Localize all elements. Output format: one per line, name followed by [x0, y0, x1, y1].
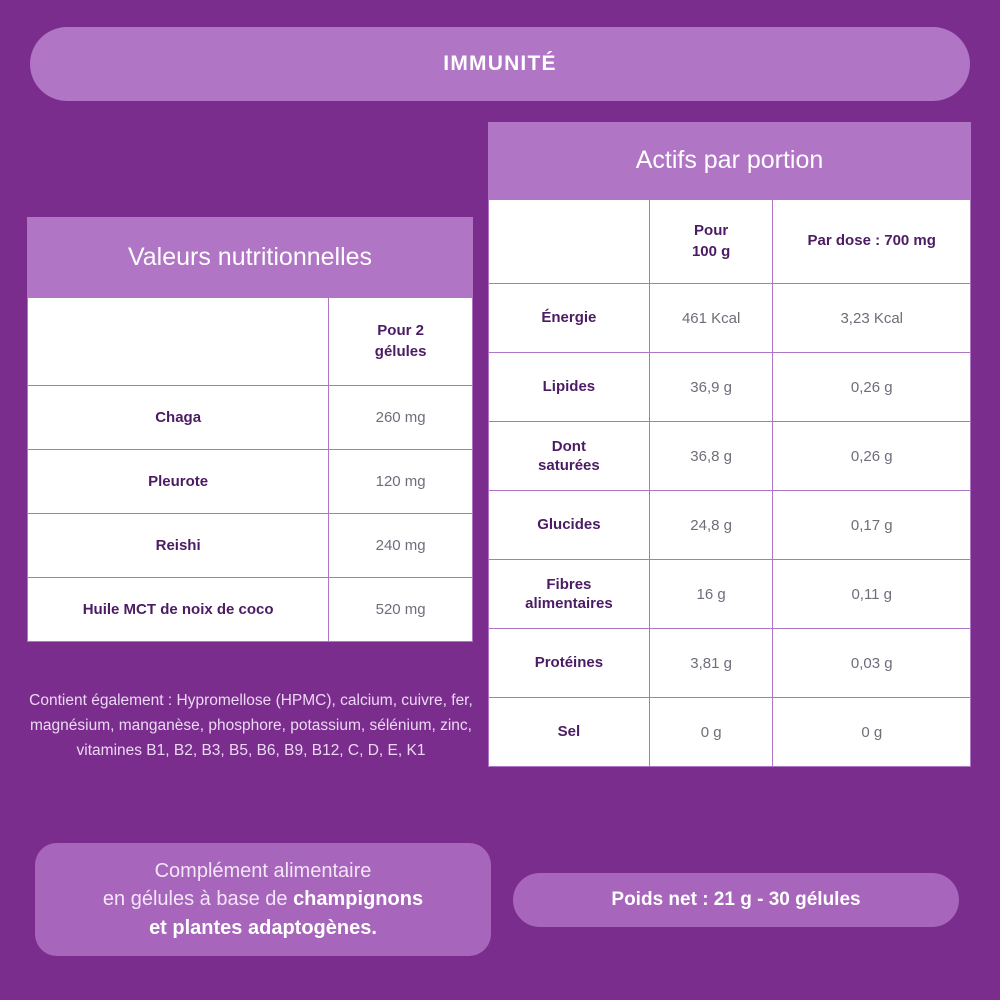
nutrition-values-card: [27, 217, 473, 642]
actifs-row-1-v2: 0,26 g: [773, 353, 971, 422]
ingredients-note: Contient également : Hypromellose (HPMC), calcium, cuivre, fer, magnésium, manganèse, phosphore, potassium, sélénium, zinc, vitamines B1, B2, B3, B5, B6, B9, B12, C, D, E, K1: [29, 692, 473, 760]
table-row: [28, 578, 473, 642]
supplement-line3-end: .: [371, 916, 377, 939]
page-title: IMMUNITÉ: [443, 52, 557, 75]
actifs-row-2-label-line2: saturées: [538, 457, 600, 474]
table-row: [489, 353, 971, 422]
nutrition-row-1-value: 120 mg: [329, 450, 473, 514]
actifs-row-0-v1: 461 Kcal: [649, 284, 773, 353]
actifs-row-5-label: Protéines: [489, 629, 650, 698]
actifs-col-per100g-line1: Pour: [694, 222, 729, 240]
actifs-row-4-label-line2: alimentaires: [525, 595, 613, 612]
nutrition-row-0-label: Chaga: [28, 386, 329, 450]
supplement-line3-bold: et plantes adaptogènes: [149, 916, 372, 939]
table-row: [489, 629, 971, 698]
actifs-col-per100g-line2: 100 g: [691, 242, 731, 260]
table-row: [489, 698, 971, 767]
table-header-row: [28, 298, 473, 386]
nutrition-row-2-value: 240 mg: [329, 514, 473, 578]
supplement-line1: Complément alimentaire: [154, 859, 372, 882]
actifs-row-3-v1: 24,8 g: [649, 491, 773, 560]
supplement-line2-plain: en gélules à base de: [102, 888, 294, 911]
nutrition-values-heading: Valeurs nutritionnelles: [27, 217, 473, 297]
actifs-row-6-label: Sel: [489, 698, 650, 767]
table-row: [28, 514, 473, 578]
actifs-col-empty: [489, 200, 650, 284]
table-row: [489, 491, 971, 560]
actifs-row-4-label: [489, 560, 650, 629]
actifs-row-1-v1: 36,9 g: [649, 353, 773, 422]
actifs-row-2-v1: 36,8 g: [649, 422, 773, 491]
actifs-row-6-v1: 0 g: [649, 698, 773, 767]
nutrition-row-0-value: 260 mg: [329, 386, 473, 450]
actifs-row-0-label: Énergie: [489, 284, 650, 353]
nutrition-col-dose-line2: gélules: [374, 342, 427, 360]
net-weight-pill: [513, 873, 959, 927]
table-row: [28, 450, 473, 514]
actifs-row-3-label: Glucides: [489, 491, 650, 560]
nutrition-row-1-label: Pleurote: [28, 450, 329, 514]
actifs-row-0-v2: 3,23 Kcal: [773, 284, 971, 353]
supplement-line2-bold: champignons: [293, 888, 424, 911]
nutrition-row-3-label: Huile MCT de noix de coco: [28, 578, 329, 642]
table-row: [489, 422, 971, 491]
actifs-row-6-v2: 0 g: [773, 698, 971, 767]
active-ingredients-heading: Actifs par portion: [488, 122, 971, 199]
actifs-col-perdose: Par dose : 700 mg: [773, 200, 971, 284]
actifs-row-2-label-line1: Dont: [551, 437, 586, 455]
actifs-row-3-v2: 0,17 g: [773, 491, 971, 560]
header-banner: [30, 27, 970, 101]
actifs-row-5-v1: 3,81 g: [649, 629, 773, 698]
nutrition-col-empty: [28, 298, 329, 386]
table-row: [489, 284, 971, 353]
table-header-row: [489, 200, 971, 284]
supplement-description-pill: [35, 843, 491, 956]
nutrition-row-3-value: 520 mg: [329, 578, 473, 642]
nutrition-row-2-label: Reishi: [28, 514, 329, 578]
net-weight-text: Poids net : 21 g - 30 gélules: [611, 889, 861, 910]
nutrition-values-table: [27, 297, 473, 642]
actifs-row-4-v2: 0,11 g: [773, 560, 971, 629]
table-row: [489, 560, 971, 629]
actifs-col-per100g: [649, 200, 773, 284]
supplement-description-text: [103, 857, 423, 942]
actifs-row-4-v1: 16 g: [649, 560, 773, 629]
actifs-row-5-v2: 0,03 g: [773, 629, 971, 698]
active-ingredients-card: [488, 122, 971, 767]
nutrition-col-dose-line1: Pour 2: [377, 322, 424, 340]
table-row: [28, 386, 473, 450]
actifs-row-1-label: Lipides: [489, 353, 650, 422]
active-ingredients-table: [488, 199, 971, 767]
nutrition-col-dose: [329, 298, 473, 386]
actifs-row-2-label: [489, 422, 650, 491]
actifs-row-2-v2: 0,26 g: [773, 422, 971, 491]
actifs-row-4-label-line1: Fibres: [546, 575, 592, 593]
